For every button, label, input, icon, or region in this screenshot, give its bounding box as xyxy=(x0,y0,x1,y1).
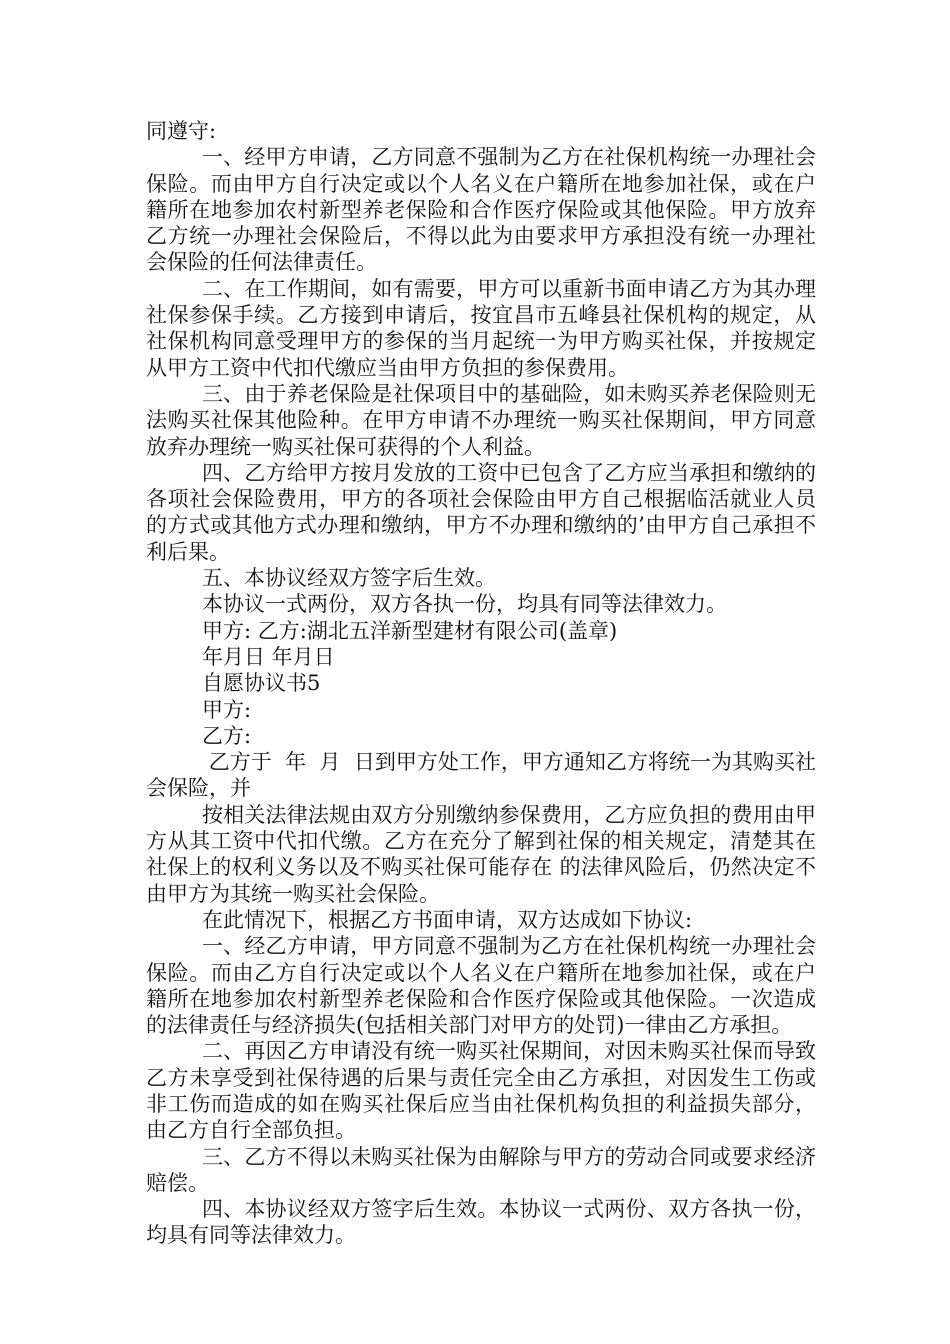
party-b-field: 乙方: xyxy=(202,723,252,748)
agreement-lead: 在此情况下，根据乙方书面申请，双方达成如下协议: xyxy=(202,907,693,932)
clause-2-liability: 二、再因乙方申请没有统一购买社保期间，对因未购买社保而导致乙方未享受到社保待遇的后果与责任完全由乙方承担，对因发生工伤或非工伤而造成的如在购买社保后应当由社保机构负担的利益损失部分，由乙方自行全部负担。 xyxy=(146,1039,816,1143)
signature-dates: 年月日 年月日 xyxy=(202,644,335,669)
clause-1-yi-apply: 一、经乙方申请，甲方同意不强制为乙方在社保机构统一办理社会保险。而由乙方自行决定或以个人名义在户籍所在地参加社保，或在户籍所在地参加农村新型养老保险和合作医疗保险或其他保险。一次造成的法律责任与经济损失(包括相关部门对甲方的处罚)一律由乙方承担。 xyxy=(146,934,816,1038)
signature-parties: 甲方: 乙方:湖北五洋新型建材有限公司(盖章) xyxy=(202,618,618,643)
section-title: 自愿协议书5 xyxy=(202,671,321,696)
clause-5-effective: 五、本协议经双方签字后生效。 xyxy=(202,566,496,591)
intro-continuation: 按相关法律法规由双方分别缴纳参保费用，乙方应负担的费用由甲方从其工资中代扣代缴。乙方在充分了解到社保的相关规定，清楚其在社保上的权利义务以及不购买社保可能存在 的法律风险后，仍然决定不由甲方为其统一购买社会保险。 xyxy=(146,802,816,906)
party-a-field: 甲方: xyxy=(202,697,252,722)
clause-3-pension: 三、由于养老保险是社保项目中的基础险，如未购买养老保险则无法购买社保其他险种。在甲方申请不办理统一购买社保期间，甲方同意放弃办理统一购买社保可获得的个人利益。 xyxy=(146,381,816,459)
intro-paragraph: 乙方于 年 月 日到甲方处工作，甲方通知乙方将统一为其购买社会保险，并 xyxy=(146,750,816,801)
clause-4-wages: 四、乙方给甲方按月发放的工资中已包含了乙方应当承担和缴纳的各项社会保险费用，甲方的各项社会保险由甲方自己根据临活就业人员的方式或其他方式办理和缴纳，甲方不办理和缴纳的’由甲方自己承担不利后果。 xyxy=(146,460,816,564)
clause-4-effective: 四、本协议经双方签字后生效。本协议一式两份、双方各执一份，均具有同等法律效力。 xyxy=(146,1197,816,1248)
clause-1-jia-apply: 一、经甲方申请，乙方同意不强制为乙方在社保机构统一办理社会保险。而由甲方自行决定或以个人名义在户籍所在地参加社保，或在户籍所在地参加农村新型养老保险和合作医疗保险或其他保险。甲方放弃乙方统一办理社会保险后，不得以此为由要求甲方承担没有统一办理社会保险的任何法律责任。 xyxy=(146,145,816,275)
document-body xyxy=(146,118,816,1249)
copies-note: 本协议一式两份，双方各执一份，均具有同等法律效力。 xyxy=(202,592,727,617)
paragraph-continuation: 同遵守: xyxy=(146,119,217,143)
clause-2-reapply: 二、在工作期间，如有需要，甲方可以重新书面申请乙方为其办理社保参保手续。乙方接到申请后，按宜昌市五峰县社保机构的规定，从社保机构同意受理甲方的参保的当月起统一为甲方购买社保，并按规定从甲方工资中代扣代缴应当由甲方负担的参保费用。 xyxy=(146,276,816,380)
clause-3-no-termination: 三、乙方不得以未购买社保为由解除与甲方的劳动合同或要求经济赔偿。 xyxy=(146,1144,816,1195)
